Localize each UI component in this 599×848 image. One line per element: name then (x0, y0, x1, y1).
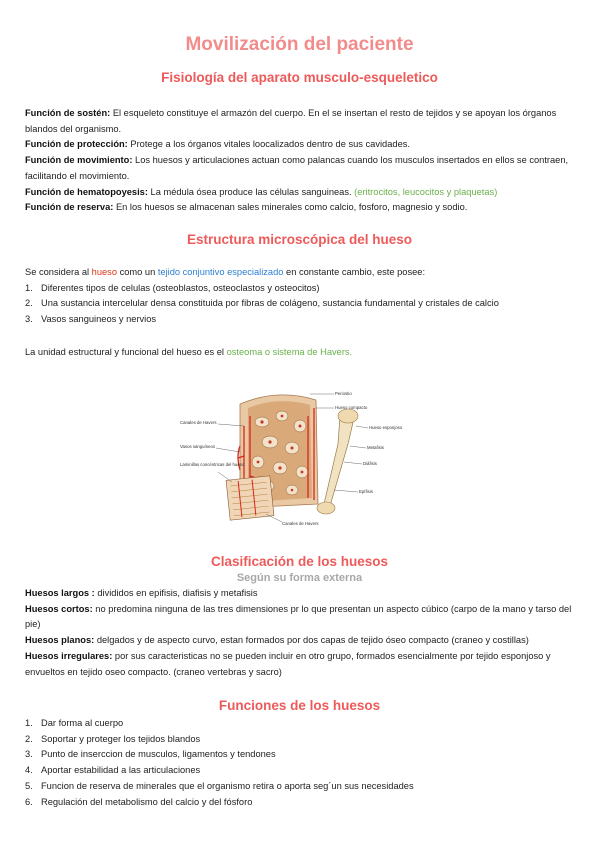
intro-hueso: hueso (91, 267, 118, 277)
function-item (25, 153, 573, 184)
bone-type-item (25, 633, 573, 649)
function-item (25, 106, 573, 137)
estructura-block (25, 265, 573, 328)
estructura-intro (25, 265, 573, 281)
bone-type-item (25, 602, 573, 633)
label-periostio: Periostio (335, 391, 352, 396)
function-label: Función de movimiento: (25, 155, 133, 166)
label-laminillas: Laminillas concéntricas del hueso (180, 462, 245, 467)
label-vasos-sanguineos: Vasos sanguíneos (180, 444, 216, 449)
list-item: 5. Funcion de reserva de minerales que el organismo retira o aporta seg´un sus necesidades (25, 780, 414, 791)
section-heading-estructura: Estructura microscópica del hueso (186, 232, 413, 247)
page-title: Movilización del paciente (185, 34, 414, 55)
section-heading-funciones: Funciones de los huesos (218, 698, 381, 713)
function-label: Función de reserva: (25, 202, 114, 213)
bone-type-label: Huesos planos: (25, 635, 95, 646)
function-label: Función de sostén: (25, 108, 111, 118)
estructura-list (25, 281, 573, 328)
function-text: En los huesos se almacenan sales minerales como calcio, fosforo, magnesio y sodio. (113, 202, 468, 213)
list-item: 1. Diferentes tipos de celulas (osteoblastos, osteoclastos y osteocitos) (25, 282, 320, 293)
label-canales-havers-top: Canales de Havers (180, 420, 217, 425)
funciones-list-block (25, 716, 573, 810)
funciones-list (25, 716, 573, 810)
label-diafisis: Diáfisis (363, 461, 377, 466)
label-hueso-esponjoso: Hueso esponjoso (369, 425, 403, 430)
function-extra: (eritrocitos, leucocitos y plaquetas) (354, 186, 498, 197)
function-text: La médula ósea produce las células sanguineas. (147, 186, 355, 197)
list-item: 6. Regulación del metabolismo del calcio y del fósforo (25, 796, 253, 807)
bone-type-item (25, 649, 573, 680)
function-item (25, 137, 573, 153)
list-item: 2. Una sustancia intercelular densa constituida por fibras de colágeno, sustancia fundamental y cristales de calcio (25, 298, 499, 309)
label-hueso-compacto: Hueso compacto (335, 405, 368, 410)
function-item (25, 200, 573, 216)
clasificacion-list (25, 586, 573, 680)
bone-type-text: no predomina ninguna de las tres dimensiones pr lo que presentan un aspecto cúbico (carpo de la mano y tarso del pie) (25, 603, 572, 630)
intro-tejido: tejido conjuntivo especializado (157, 267, 284, 277)
bone-structure-illustration (178, 386, 403, 536)
bone-type-text: por sus caracteristicas no se pueden incluir en otro grupo, formados esencialmente por tejido esponjoso y envueltos en tejido oseo compacto. (craneo vertebras y sacro) (25, 650, 551, 677)
unit-havers: osteoma o sistema de Havers. (226, 347, 353, 357)
label-epifisis: Epífisis (359, 489, 373, 494)
intro-text: en constante cambio, este posee: (283, 267, 426, 277)
list-item: 2. Soportar y proteger los tejidos blandos (25, 733, 201, 744)
intro-text: Se considera al (25, 267, 92, 277)
list-item: 3. Punto de inserccion de musculos, ligamentos y tendones (25, 749, 276, 760)
label-metafisis: Metafisis (367, 445, 384, 450)
bone-type-label: Huesos largos : (25, 588, 95, 598)
label-canales-havers-bottom: Canales de Havers (282, 521, 319, 526)
function-label: Función de hematopoyesis: (25, 186, 148, 197)
bone-type-label: Huesos irregulares: (25, 650, 113, 661)
fisiologia-list (25, 106, 573, 216)
bone-type-text: delgados y de aspecto curvo, estan formados por dos capas de tejido óseo compacto (craneo y costillas) (94, 635, 529, 646)
section-heading-clasificacion: Clasificación de los huesos (210, 554, 389, 569)
function-text: El esqueleto constituye el armazón del cuerpo. En el se insertan el resto de tejidos y se apoyan los órganos blandos del organismo. (25, 108, 557, 134)
unidad-estructural (25, 345, 573, 361)
function-label: Función de protección: (25, 139, 128, 150)
function-text: Protege a los órganos vitales loocalizados dentro de sus cavidades. (127, 139, 410, 150)
bone-type-text: divididos en epifisis, diafisis y metafisis (94, 588, 258, 598)
bone-type-label: Huesos cortos: (25, 603, 93, 614)
section-heading-fisiologia: Fisiología del aparato musculo-esqueletico (161, 70, 438, 85)
list-item: 1. Dar forma al cuerpo (25, 718, 124, 728)
bone-type-item (25, 586, 573, 602)
list-item: 4. Aportar estabilidad a las articulaciones (25, 765, 201, 776)
section-subheading: Según su forma externa (236, 572, 363, 584)
function-item (25, 185, 573, 201)
function-text: Los huesos y articulaciones actuan como palancas cuando los musculos insertados en ellos se contraen, facilitando el movimiento. (25, 155, 569, 181)
unit-text: La unidad estructural y funcional del hueso es el (25, 347, 227, 357)
intro-text: como un (117, 267, 158, 277)
list-item: 3. Vasos sanguineos y nervios (25, 314, 157, 325)
